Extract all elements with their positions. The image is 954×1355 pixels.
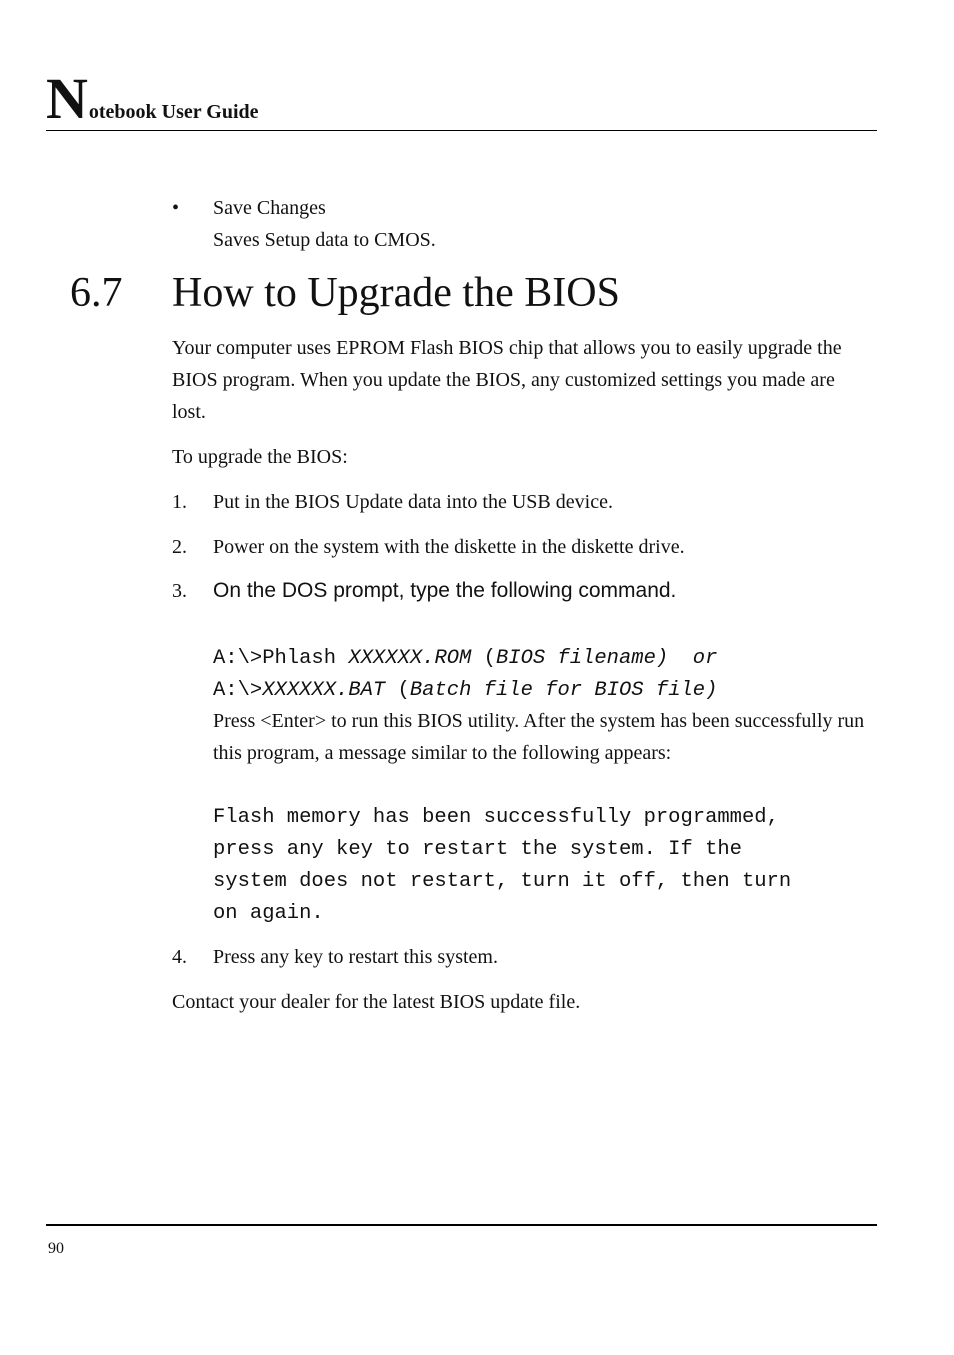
contact-dealer-text: Contact your dealer for the latest BIOS update file.	[172, 991, 581, 1013]
flash-message-block	[213, 802, 791, 930]
step-4-number: 4.	[172, 946, 187, 968]
command-line-1-prefix: A:\>Phlash	[213, 647, 349, 670]
flash-message-line: Flash memory has been successfully programmed,	[213, 806, 779, 829]
command-line-1-file: XXXXXX.ROM	[348, 647, 472, 670]
running-header	[46, 66, 259, 131]
command-block	[213, 643, 717, 707]
header-title: otebook User Guide	[88, 101, 259, 123]
step-3-number: 3.	[172, 580, 187, 602]
step-1-number: 1.	[172, 491, 187, 513]
bullet-item	[213, 192, 436, 256]
step-3-text	[213, 575, 676, 607]
bullet-marker: •	[172, 197, 180, 219]
command-line-2	[213, 675, 717, 707]
command-line-2-desc: Batch file for BIOS file)	[409, 679, 718, 702]
command-line-1-paren: (	[471, 647, 496, 670]
bullet-item-title: Save Changes	[213, 197, 326, 219]
command-line-2-file: XXXXXX.BAT	[262, 679, 386, 702]
step-2-number: 2.	[172, 536, 187, 558]
header-drop-cap: N	[46, 66, 88, 131]
flash-message-line: press any key to restart the system. If the	[213, 838, 742, 861]
command-line-2-prefix: A:\>	[213, 679, 263, 702]
intro-paragraph: Your computer uses EPROM Flash BIOS chip that allows you to easily upgrade the BIOS program. When you update the BIOS, any customized settings you made are lost.	[172, 337, 842, 423]
header-rule	[46, 130, 877, 131]
command-line-1-desc: BIOS filename) or	[495, 647, 718, 670]
step-1-text: Put in the BIOS Update data into the USB device.	[213, 491, 613, 513]
page-number: 90	[48, 1240, 64, 1257]
step-4-text: Press any key to restart this system.	[213, 946, 498, 968]
flash-message-line: on again.	[213, 902, 324, 925]
section-title: How to Upgrade the BIOS	[172, 270, 620, 316]
step-2-text: Power on the system with the diskette in the diskette drive.	[213, 536, 685, 558]
footer-rule	[46, 1224, 877, 1226]
command-line-2-paren: (	[385, 679, 410, 702]
press-enter-paragraph: Press <Enter> to run this BIOS utility. After the system has been successfully run this program, a message similar to the following appears:	[213, 710, 865, 764]
bullet-item-desc: Saves Setup data to CMOS.	[213, 229, 436, 251]
section-number: 6.7	[70, 270, 123, 316]
to-upgrade-label: To upgrade the BIOS:	[172, 446, 348, 468]
step-3-text-content: On the DOS prompt, type the following command.	[213, 579, 677, 602]
flash-message-line: system does not restart, turn it off, then turn	[213, 870, 792, 893]
command-line-1	[213, 643, 717, 675]
